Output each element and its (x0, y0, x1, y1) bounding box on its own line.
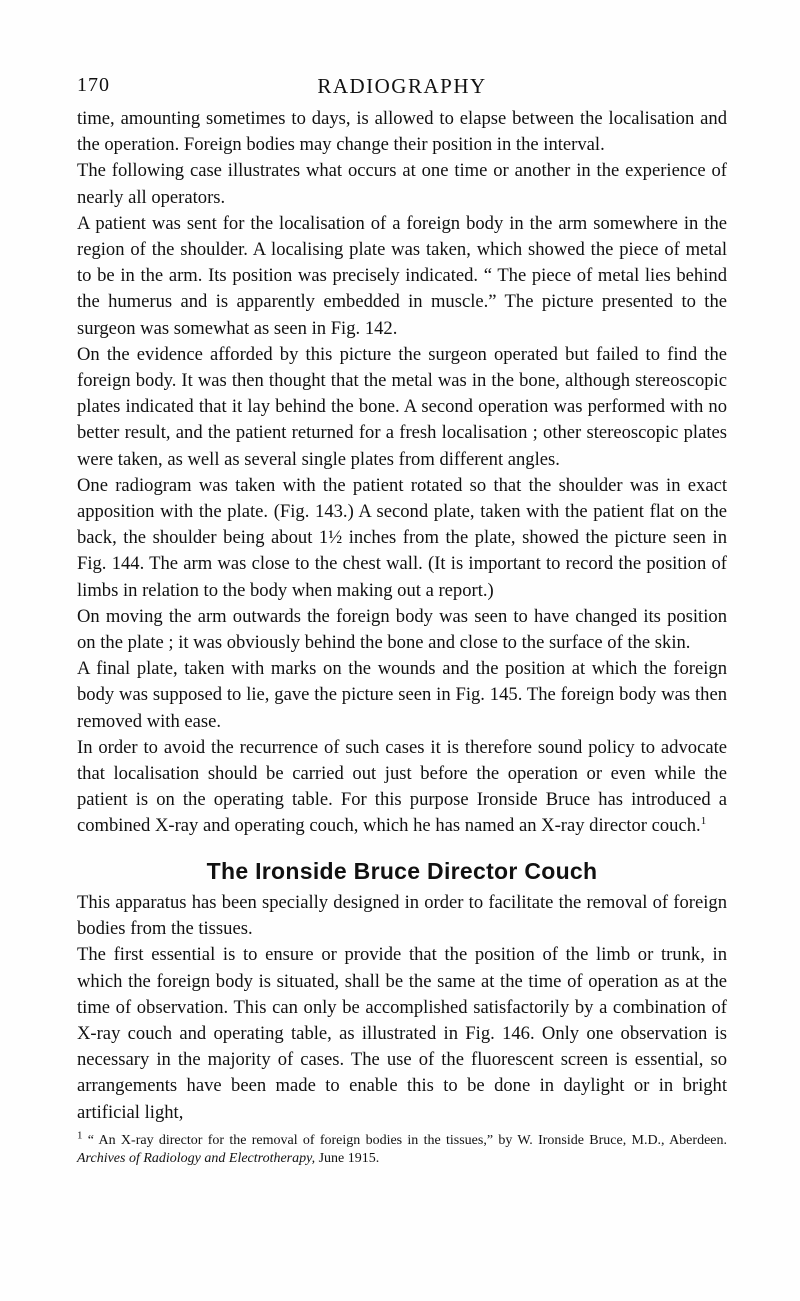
page (77, 70, 727, 1168)
section-heading: The Ironside Bruce Director Couch (206, 857, 598, 884)
paragraph: A patient was sent for the localisation of a foreign body in the arm somewhere in the region of the shoulder. A localising plate was taken, which showed the piece of metal to be in the arm. Its position was precisely indicated. “ The piece of metal lies behind the humerus and is apparently embedded in muscle.” The picture presented to the surgeon was somewhat as seen in Fig. 142. (77, 212, 727, 339)
footnote-text: “ An X-ray director for the removal of foreign bodies in the tissues,” by W. Ironside Bruce, M.D., Aberdeen. (87, 1132, 727, 1148)
body-text (77, 106, 727, 1126)
footnote-date: June 1915. (318, 1150, 380, 1166)
paragraph: The following case illustrates what occurs at one time or another in the experience of nearly all operators. (77, 160, 727, 208)
footnote (77, 1129, 727, 1168)
footnote-marker: 1 (77, 1129, 83, 1142)
paragraph: A final plate, taken with marks on the wounds and the position at which the foreign body was supposed to lie, gave the picture seen in Fig. 145. The foreign body was then removed with ease. (77, 658, 727, 732)
page-number: 170 (77, 74, 110, 96)
paragraph: On moving the arm outwards the foreign body was seen to have changed its position on the plate ; it was obviously behind the bone and close to the surface of the skin. (77, 605, 727, 654)
footnote-journal: Archives of Radiology and Electrotherapy, (77, 1150, 316, 1166)
running-head (77, 70, 727, 106)
paragraph: This apparatus has been specially designed in order to facilitate the removal of foreign bodies from the tissues. (77, 891, 727, 940)
paragraph: On the evidence afforded by this picture the surgeon operated but failed to find the foreign body. It was then thought that the metal was in the bone, although stereoscopic plates indicated that it lay behind the bone. A second operation was performed with no better result, and the patient returned for a fresh localisation ; other stereoscopic plates were taken, as well as several single plates from different angles. (77, 343, 727, 470)
footnote-reference: 1 (700, 815, 707, 828)
paragraph: The first essential is to ensure or provide that the position of the limb or trunk, in which the foreign body is situated, shall be the same at the time of operation as at the time of observation. This can only be accomplished satisfactorily by a combination of X-ray couch and operating table, as illustrated in Fig. 146. Only one observation is necessary in the majority of cases. The use of the fluorescent screen is essential, so arrangements have been made to enable this to be done in daylight or in bright artificial light, (77, 944, 727, 1123)
paragraph: One radiogram was taken with the patient rotated so that the shoulder was in exact apposition with the plate. (Fig. 143.) A second plate, taken with the patient flat on the back, the shoulder being about 1½ inches from the plate, showed the picture seen in Fig. 144. The arm was close to the chest wall. (It is important to record the position of limbs in relation to the body when making out a report.) (77, 474, 727, 601)
running-title: RADIOGRAPHY (317, 74, 487, 98)
paragraph-text: In order to avoid the recurrence of such cases it is therefore sound policy to advocate that localisation should be carried out just before the operation or even while the patient is on the operating table. For this purpose Ironside Bruce has introduced a combined X-ray and operating couch, which he has named an X-ray director couch. (77, 736, 727, 837)
paragraph-with-footnote (77, 735, 727, 840)
paragraph: time, amounting sometimes to days, is allowed to elapse between the localisation and the operation. Foreign bodies may change their position in the interval. (77, 108, 727, 156)
